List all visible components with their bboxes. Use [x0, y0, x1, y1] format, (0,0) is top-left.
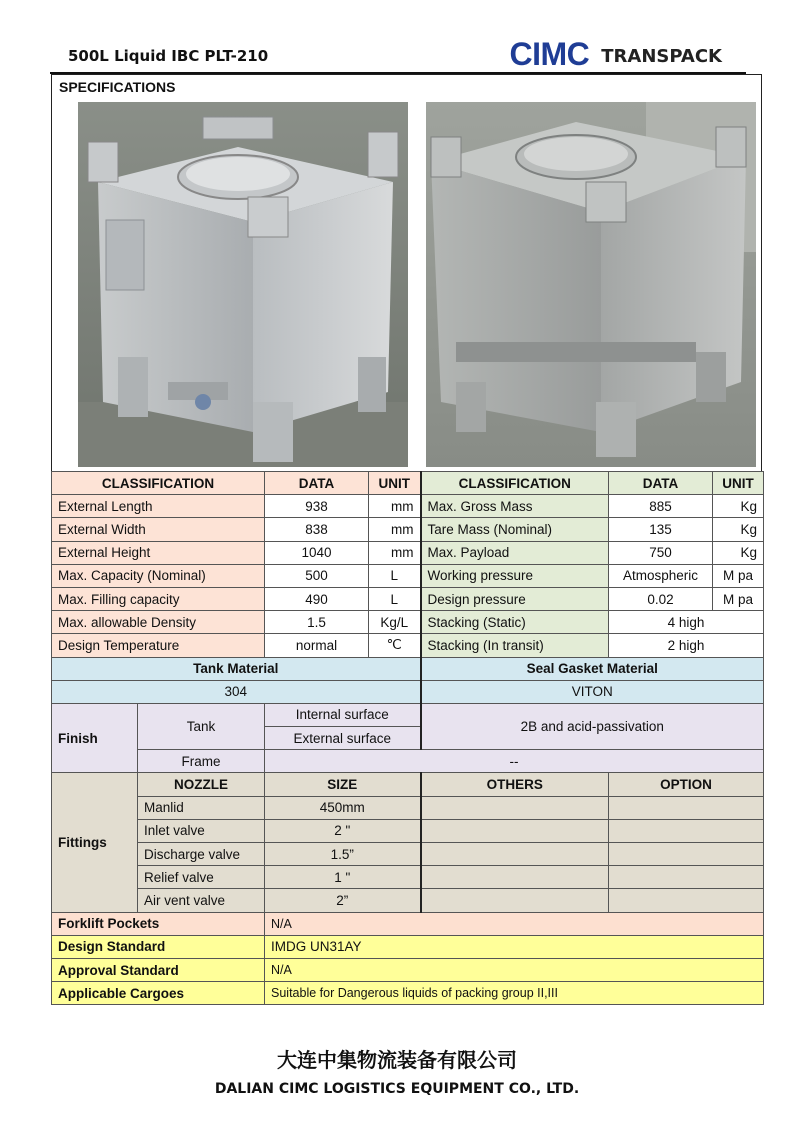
seal-gasket-value: VITON [421, 680, 764, 703]
logo-sub-text: TRANSPACK [601, 46, 722, 67]
spec-value: 490 [265, 587, 369, 610]
finish-label: Finish [52, 703, 138, 773]
spec-name: Max. Gross Mass [421, 495, 609, 518]
spec-unit: L [369, 587, 421, 610]
spec-value: 838 [265, 518, 369, 541]
header-unit-right: UNIT [713, 472, 764, 495]
nozzle-others [421, 843, 609, 866]
spec-value: 2 high [609, 634, 764, 657]
header-classification-left: CLASSIFICATION [52, 472, 265, 495]
nozzle-size: 2” [265, 889, 421, 912]
fitting-row [52, 796, 764, 819]
nozzle-name: Manlid [138, 796, 265, 819]
page-header [50, 36, 750, 74]
fittings-label: Fittings [52, 773, 138, 912]
header-size: SIZE [265, 773, 421, 796]
spec-value: Atmospheric [609, 564, 713, 587]
spec-value: normal [265, 634, 369, 657]
spec-name: Max. Payload [421, 541, 609, 564]
nozzle-others [421, 819, 609, 842]
spec-unit: Kg/L [369, 611, 421, 634]
fitting-row [52, 819, 764, 842]
forklift-pockets-label: Forklift Pockets [52, 912, 265, 935]
design-standard-label: Design Standard [52, 935, 265, 958]
nozzle-option [609, 843, 764, 866]
nozzle-size: 450mm [265, 796, 421, 819]
specification-table [51, 471, 764, 1005]
spec-row [52, 541, 764, 564]
tank-material-value: 304 [52, 680, 421, 703]
spec-name: Stacking (In transit) [421, 634, 609, 657]
spec-unit: mm [369, 518, 421, 541]
fitting-row [52, 866, 764, 889]
design-standard-value: IMDG UN31AY [265, 935, 764, 958]
spec-sheet [51, 74, 762, 1001]
nozzle-size: 1 " [265, 866, 421, 889]
spec-unit: L [369, 564, 421, 587]
fitting-row [52, 843, 764, 866]
spec-unit: M pa [713, 564, 764, 587]
spec-value: 1040 [265, 541, 369, 564]
nozzle-name: Inlet valve [138, 819, 265, 842]
company-name-english: DALIAN CIMC LOGISTICS EQUIPMENT CO., LTD. [214, 1081, 580, 1097]
spec-unit: Kg [713, 518, 764, 541]
spec-name: External Width [52, 518, 265, 541]
nozzle-name: Discharge valve [138, 843, 265, 866]
nozzle-others [421, 889, 609, 912]
spec-row [52, 518, 764, 541]
nozzle-others [421, 866, 609, 889]
nozzle-option [609, 796, 764, 819]
spec-value: 885 [609, 495, 713, 518]
finish-tank-value: 2B and acid-passivation [421, 703, 764, 749]
spec-name: Max. Filling capacity [52, 587, 265, 610]
finish-internal-surface: Internal surface [265, 703, 421, 726]
spec-name: External Height [52, 541, 265, 564]
header-data-left: DATA [265, 472, 369, 495]
nozzle-name: Air vent valve [138, 889, 265, 912]
spec-name: Max. allowable Density [52, 611, 265, 634]
spec-unit: M pa [713, 587, 764, 610]
nozzle-option [609, 866, 764, 889]
seal-gasket-label: Seal Gasket Material [421, 657, 764, 680]
spec-value: 135 [609, 518, 713, 541]
nozzle-name: Relief valve [138, 866, 265, 889]
spec-value: 938 [265, 495, 369, 518]
company-logo [510, 36, 723, 73]
finish-external-surface: External surface [265, 727, 421, 750]
section-label: SPECIFICATIONS [59, 79, 176, 95]
nozzle-size: 2 " [265, 819, 421, 842]
header-unit-left: UNIT [369, 472, 421, 495]
spec-name: Design pressure [421, 587, 609, 610]
spec-name: Working pressure [421, 564, 609, 587]
spec-row [52, 564, 764, 587]
header-nozzle: NOZZLE [138, 773, 265, 796]
product-photo-angle [426, 102, 756, 467]
spec-unit: Kg [713, 541, 764, 564]
spec-value: 4 high [609, 611, 764, 634]
finish-frame-label: Frame [138, 750, 265, 773]
spec-unit: mm [369, 495, 421, 518]
spec-name: External Length [52, 495, 265, 518]
fitting-row [52, 889, 764, 912]
finish-tank-label: Tank [138, 703, 265, 749]
nozzle-option [609, 819, 764, 842]
approval-standard-label: Approval Standard [52, 958, 265, 981]
finish-frame-value: -- [265, 750, 764, 773]
tank-material-label: Tank Material [52, 657, 421, 680]
spec-row [52, 634, 764, 657]
spec-row [52, 587, 764, 610]
header-classification-right: CLASSIFICATION [421, 472, 609, 495]
spec-value: 750 [609, 541, 713, 564]
spec-name: Stacking (Static) [421, 611, 609, 634]
forklift-pockets-value: N/A [265, 912, 764, 935]
header-data-right: DATA [609, 472, 713, 495]
nozzle-others [421, 796, 609, 819]
spec-unit: mm [369, 541, 421, 564]
applicable-cargoes-label: Applicable Cargoes [52, 982, 265, 1005]
product-photo-front [78, 102, 408, 467]
nozzle-size: 1.5” [265, 843, 421, 866]
spec-value: 500 [265, 564, 369, 587]
nozzle-option [609, 889, 764, 912]
spec-unit: ℃ [369, 634, 421, 657]
applicable-cargoes-value: Suitable for Dangerous liquids of packing group II,III [265, 982, 764, 1005]
logo-main-text: CIMC [509, 36, 590, 72]
spec-name: Design Temperature [52, 634, 265, 657]
spec-name: Max. Capacity (Nominal) [52, 564, 265, 587]
spec-row [52, 611, 764, 634]
spec-unit: Kg [713, 495, 764, 518]
header-option: OPTION [609, 773, 764, 796]
spec-row [52, 495, 764, 518]
approval-standard-value: N/A [265, 958, 764, 981]
company-name-chinese: 大连中集物流装备有限公司 [277, 1048, 517, 1072]
spec-value: 0.02 [609, 587, 713, 610]
spec-value: 1.5 [265, 611, 369, 634]
document-title: 500L Liquid IBC PLT-210 [68, 47, 269, 65]
header-others: OTHERS [421, 773, 609, 796]
spec-name: Tare Mass (Nominal) [421, 518, 609, 541]
